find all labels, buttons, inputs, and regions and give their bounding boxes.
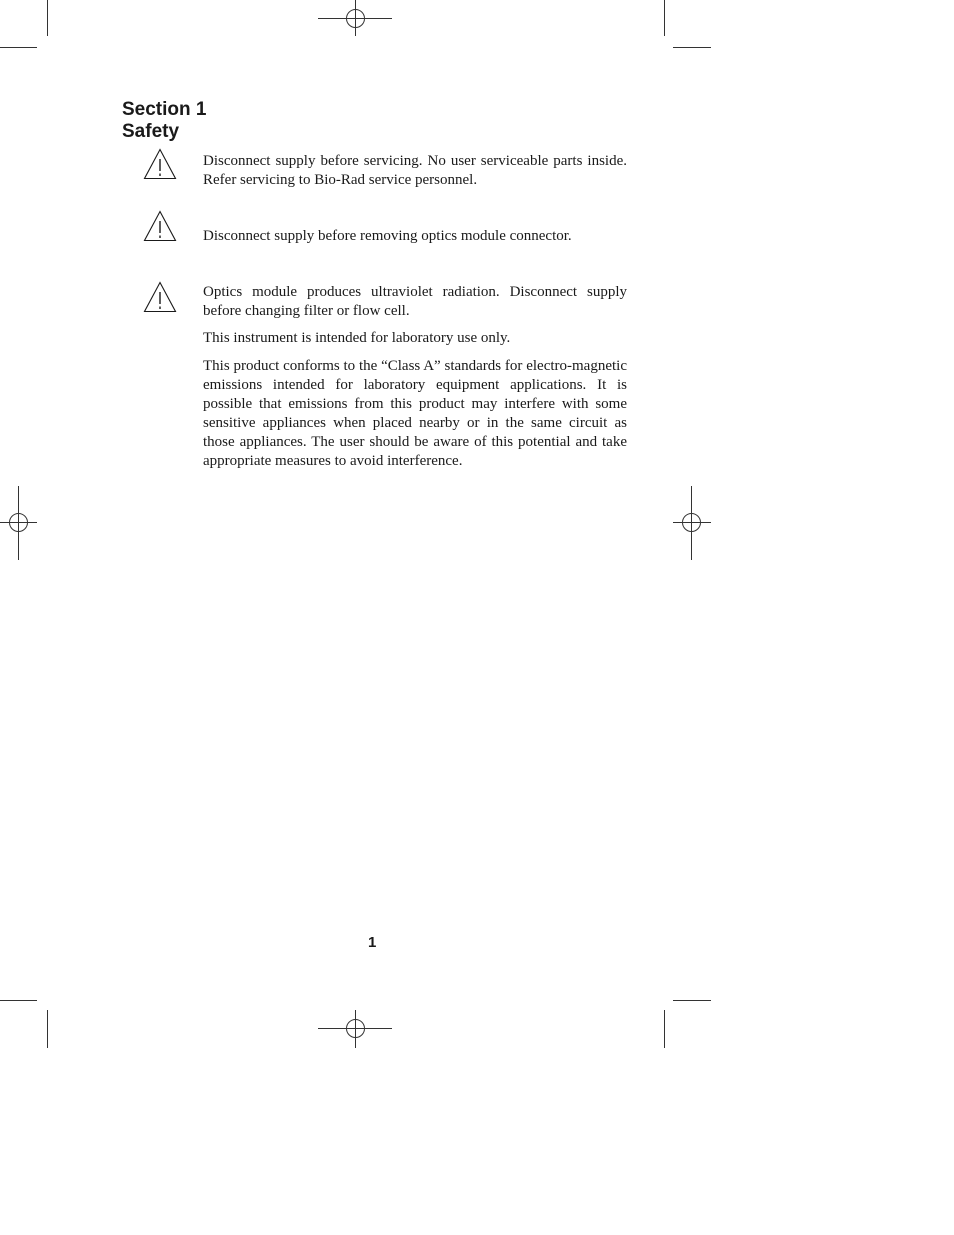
warning-text-optics-connector: Disconnect supply before removing optics module connector. bbox=[203, 228, 572, 244]
section-number-heading: Section 1 bbox=[122, 99, 207, 120]
registration-mark-bottom bbox=[318, 1010, 392, 1048]
paragraph-emissions-notice: This product conforms to the “Class A” standards for electro-magnetic emissions intended for laboratory equipment applications. It is possible that emissions from this product may interfere with some sensitive appliances when placed nearby or in the same circuit as those appliances. The user should be aware of this potential and take appropriate measures to avoid interference. bbox=[203, 358, 627, 469]
paragraph-lab-use: This instrument is intended for laboratory use only. bbox=[203, 330, 511, 346]
registration-mark-left bbox=[0, 486, 37, 560]
section-title-heading: Safety bbox=[122, 121, 180, 142]
warning-text-uv-radiation: Optics module produces ultraviolet radiation. Disconnect supply before changing filter or flow cell. bbox=[203, 284, 627, 319]
warning-triangle-icon bbox=[143, 148, 177, 180]
warning-triangle-icon bbox=[143, 210, 177, 242]
warning-text-servicing: Disconnect supply before servicing. No user serviceable parts inside. Refer servicing to Bio-Rad service personnel. bbox=[203, 153, 627, 188]
registration-mark-right bbox=[673, 486, 711, 560]
page-number: 1 bbox=[368, 934, 377, 951]
registration-mark-top bbox=[318, 0, 392, 36]
warning-triangle-icon bbox=[143, 281, 177, 313]
